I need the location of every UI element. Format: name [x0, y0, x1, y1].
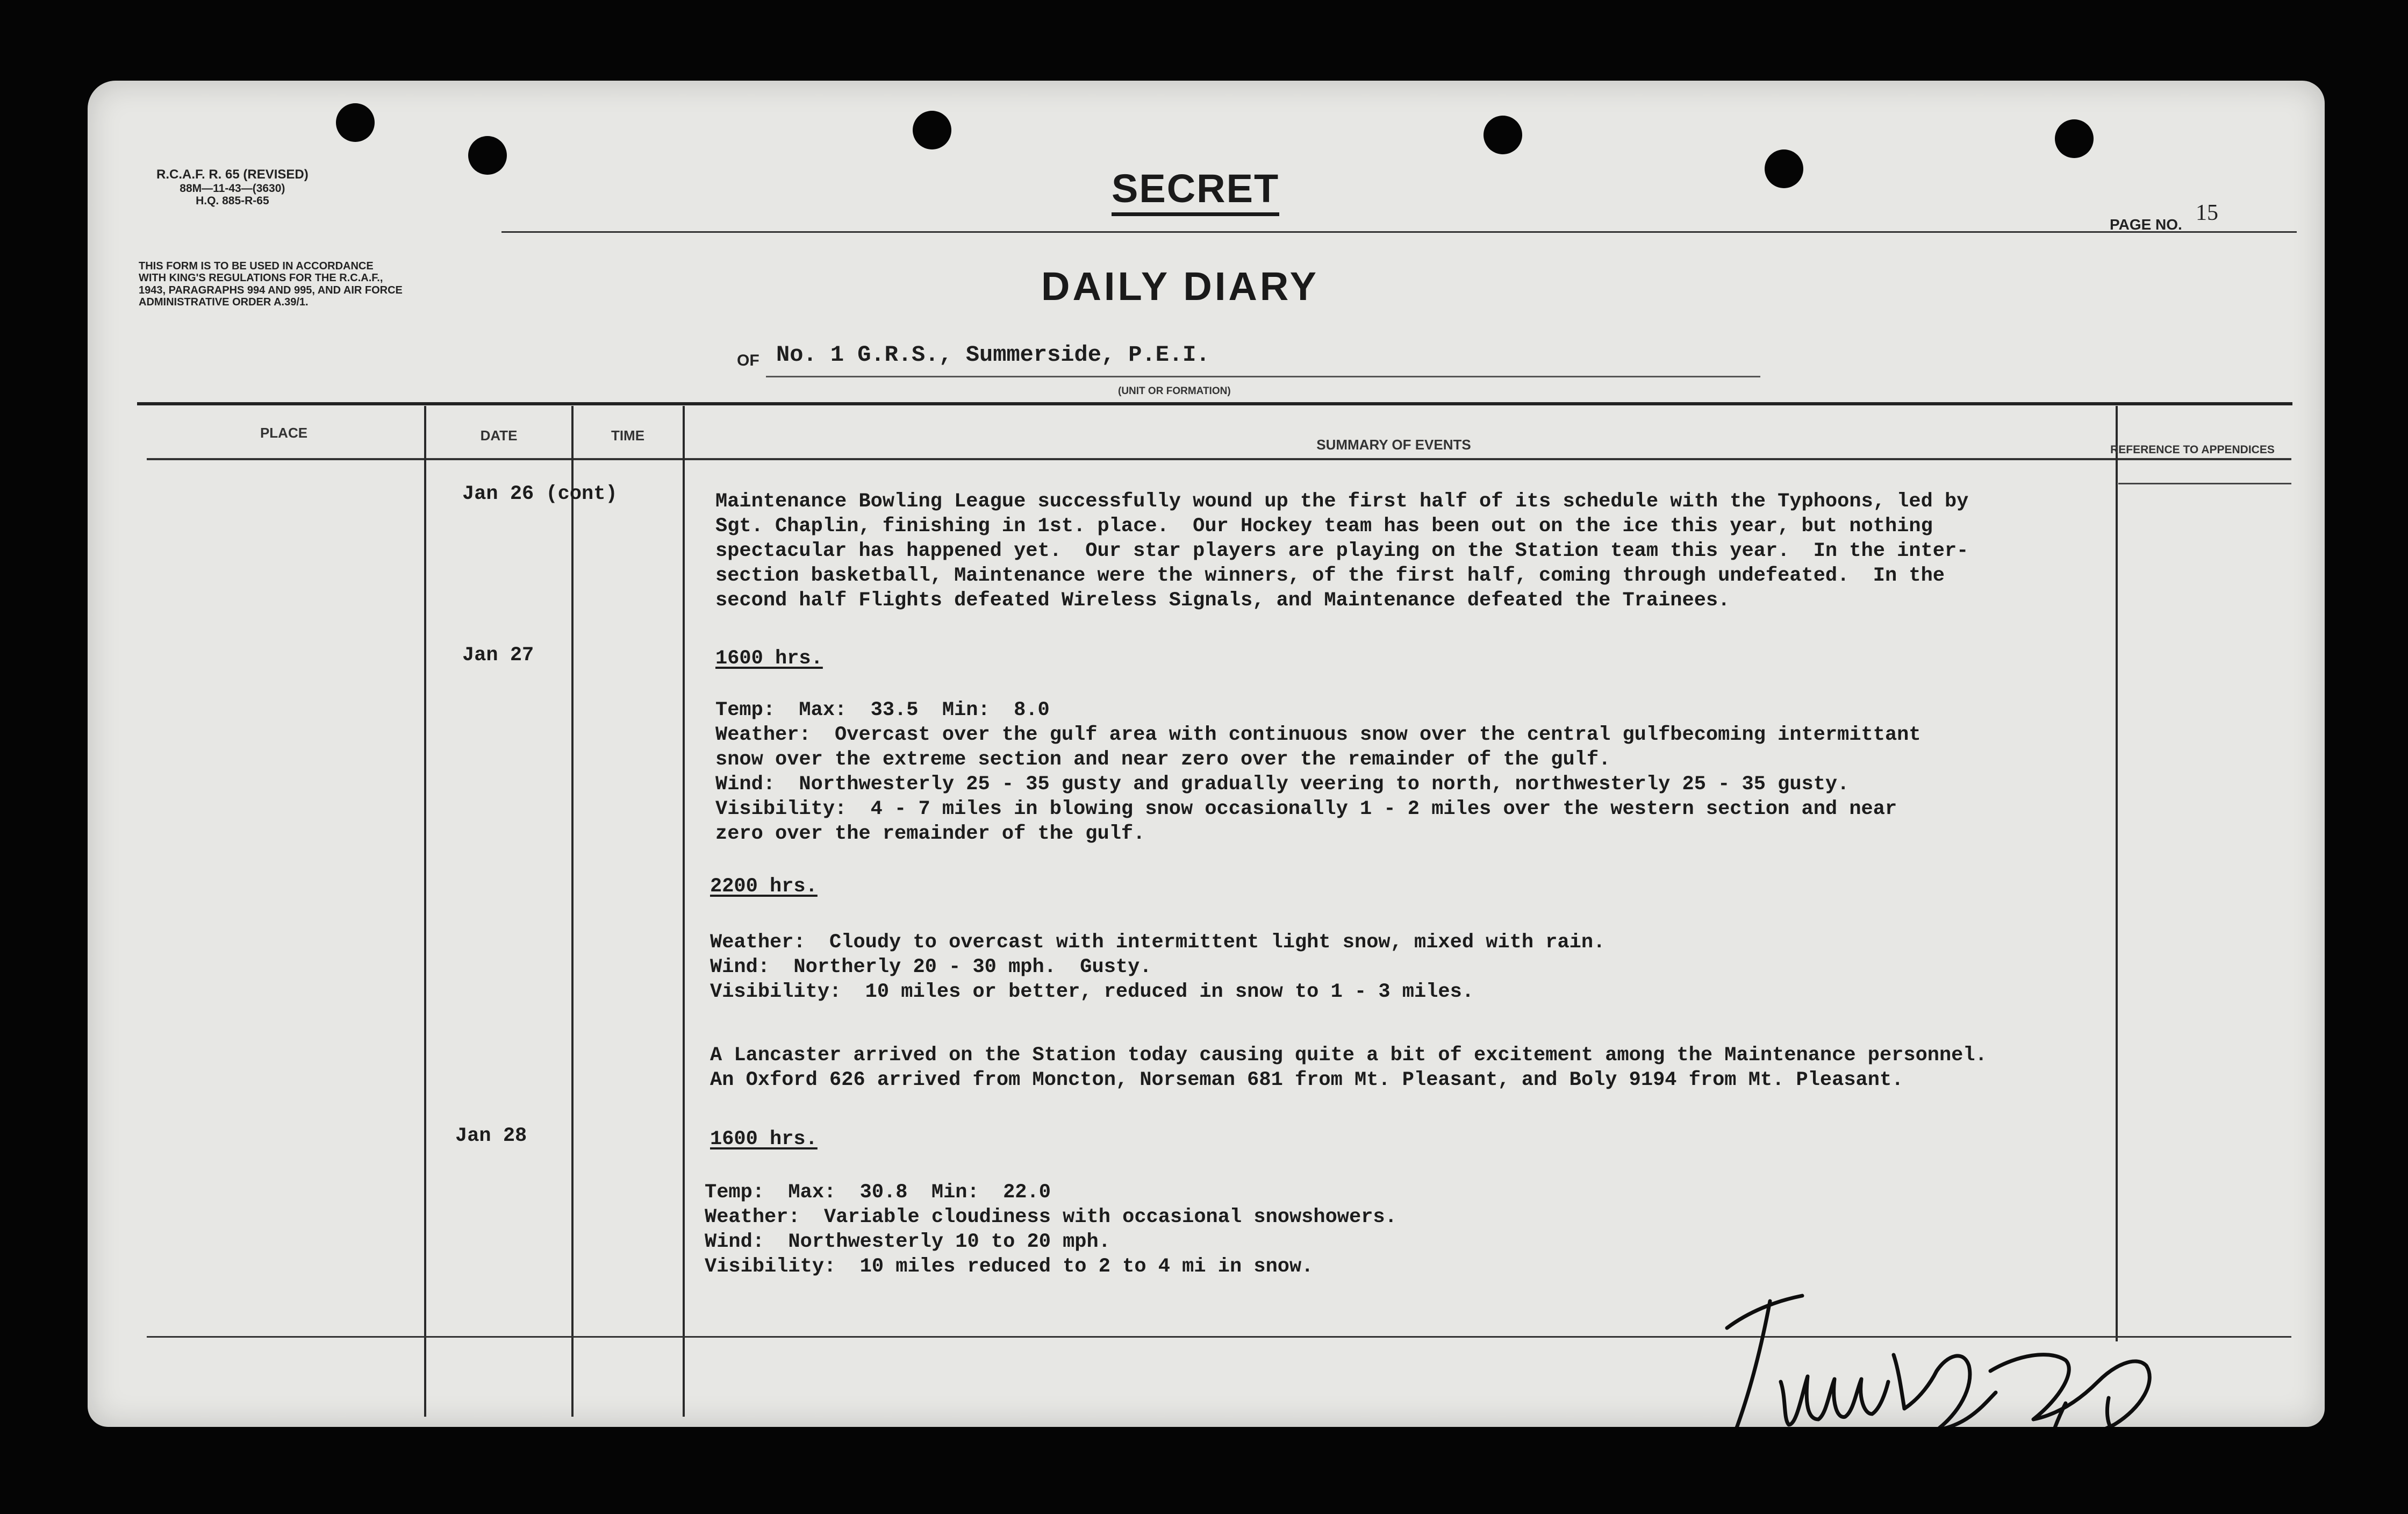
text-line: An Oxford 626 arrived from Moncton, Norseman 681 from Mt. Pleasant, and Boly 9194 from Mt. Pleasant.: [710, 1069, 1904, 1091]
entry-date: Jan 28: [455, 1125, 527, 1147]
regulations-line: THIS FORM IS TO BE USED IN ACCORDANCE: [139, 260, 374, 272]
entry-time-heading: 1600 hrs.: [710, 1128, 818, 1151]
diary-sheet: [88, 81, 2325, 1427]
hq-reference: H.Q. 885-R-65: [196, 195, 269, 208]
text-line: Wind: Northwesterly 25 - 35 gusty and gradually veering to north, northwesterly 25 - 35 gusty.: [715, 773, 1850, 796]
text-line: Temp: Max: 33.5 Min: 8.0: [715, 699, 1050, 722]
handwritten-signature: [1641, 1263, 2195, 1427]
page-number: 15: [2196, 201, 2218, 225]
column-header-place: PLACE: [260, 425, 308, 441]
text-line: zero over the remainder of the gulf.: [715, 823, 1145, 845]
header-rule: [501, 231, 2297, 233]
text-line: second half Flights defeated Wireless Signals, and Maintenance defeated the Trainees.: [715, 589, 1730, 612]
column-header-date: DATE: [480, 427, 518, 444]
entry-date: Jan 27: [462, 644, 534, 667]
entry-text-jan27-arrivals: [710, 1043, 1987, 1092]
regulations-line: WITH KING'S REGULATIONS FOR THE R.C.A.F.,: [139, 272, 383, 284]
text-line: Sgt. Chaplin, finishing in 1st. place. Our Hockey team has been out on the ice this year, but nothing: [715, 515, 1933, 538]
print-code: 88M—11-43—(3630): [180, 182, 285, 195]
text-line: Wind: Northerly 20 - 30 mph. Gusty.: [710, 956, 1152, 979]
form-identifier: [156, 168, 309, 208]
page-title: DAILY DIARY: [1041, 264, 1319, 309]
entry-text-jan26: [715, 489, 1968, 613]
text-line: spectacular has happened yet. Our star players are playing on the Station team this year. In the inter-: [715, 540, 1969, 562]
text-line: A Lancaster arrived on the Station today causing quite a bit of excitement among the Maintenance personnel.: [710, 1044, 1987, 1067]
unit-of-label: OF: [737, 352, 759, 369]
entry-text-jan28: [705, 1180, 1397, 1279]
column-divider: [683, 406, 685, 1417]
form-number: R.C.A.F. R. 65 (REVISED): [156, 167, 309, 182]
binder-hole: [468, 136, 507, 175]
entry-date: Jan 26 (cont): [462, 483, 618, 505]
column-divider: [2116, 406, 2118, 1341]
binder-hole: [2055, 119, 2094, 158]
text-line: Maintenance Bowling League successfully wound up the first half of its schedule with the Typhoons, led by: [715, 490, 1969, 513]
appendix-head-rule: [2118, 483, 2291, 484]
binder-hole: [336, 103, 375, 142]
page-label: PAGE NO.: [2110, 216, 2182, 233]
binder-hole: [1765, 149, 1803, 188]
entry-time-heading: 2200 hrs.: [710, 875, 818, 898]
text-line: Weather: Overcast over the gulf area with continuous snow over the central gulfbecoming intermittant: [715, 724, 1921, 746]
entry-text-jan27-2200: [710, 930, 1605, 1004]
unit-caption: (UNIT OR FORMATION): [1118, 385, 1231, 397]
text-line: Wind: Northwesterly 10 to 20 mph.: [705, 1231, 1110, 1253]
regulations-line: 1943, PARAGRAPHS 994 AND 995, AND AIR FORCE: [139, 284, 403, 296]
column-divider: [571, 406, 574, 1417]
text-line: Visibility: 10 miles or better, reduced in snow to 1 - 3 miles.: [710, 981, 1474, 1003]
text-line: Visibility: 4 - 7 miles in blowing snow occasionally 1 - 2 miles over the western section and near: [715, 798, 1897, 820]
column-header-time: TIME: [611, 427, 645, 444]
column-header-appendices: REFERENCE TO APPENDICES: [2110, 444, 2275, 456]
table-head-rule: [147, 458, 2291, 460]
text-line: Weather: Cloudy to overcast with intermittent light snow, mixed with rain.: [710, 931, 1606, 954]
regulations-line: ADMINISTRATIVE ORDER A.39/1.: [139, 296, 309, 309]
table-top-rule: [137, 402, 2292, 405]
text-line: Weather: Variable cloudiness with occasional snowshowers.: [705, 1206, 1397, 1229]
text-line: Temp: Max: 30.8 Min: 22.0: [705, 1181, 1051, 1204]
unit-line: [766, 376, 1760, 377]
column-header-summary: SUMMARY OF EVENTS: [1316, 437, 1471, 453]
classification-stamp: SECRET: [1112, 166, 1279, 216]
binder-hole: [913, 111, 951, 149]
entry-time-heading: 1600 hrs.: [715, 647, 823, 670]
binder-hole: [1484, 116, 1522, 154]
regulations-note: [139, 260, 403, 309]
unit-name: No. 1 G.R.S., Summerside, P.E.I.: [776, 342, 1210, 368]
entry-text-jan27-1600: [715, 698, 1921, 846]
text-line: snow over the extreme section and near zero over the remainder of the gulf.: [715, 748, 1611, 771]
text-line: section basketball, Maintenance were the winners, of the first half, coming through undefeated. In the: [715, 565, 1945, 587]
column-divider: [424, 406, 426, 1417]
text-line: Visibility: 10 miles reduced to 2 to 4 mi in snow.: [705, 1255, 1314, 1278]
